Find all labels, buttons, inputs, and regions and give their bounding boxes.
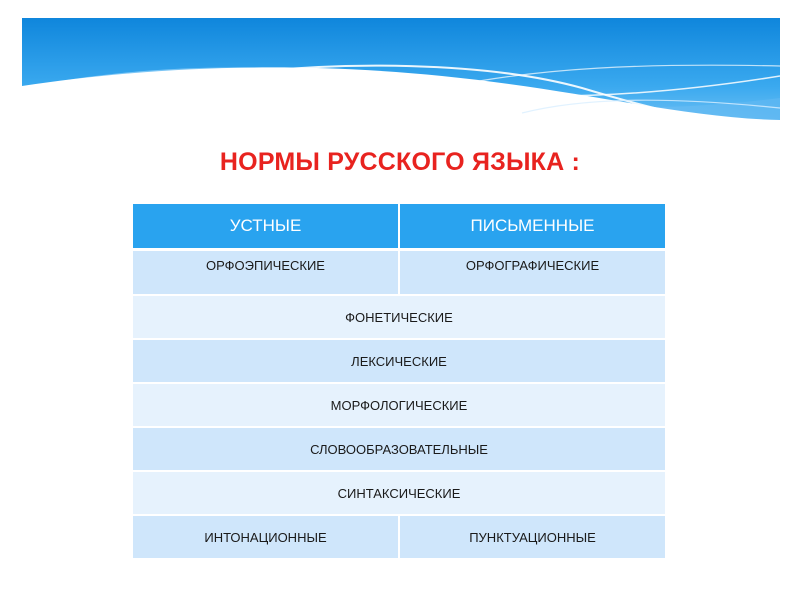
slide-title: НОРМЫ РУССКОГО ЯЗЫКА : <box>219 148 581 176</box>
cell-orthographic: ОРФОГРАФИЧЕСКИЕ <box>399 250 665 296</box>
norms-table <box>133 204 665 560</box>
table-row <box>133 339 665 383</box>
cell-intonational: ИНТОНАЦИОННЫЕ <box>133 515 399 559</box>
table-row <box>133 250 665 296</box>
cell-word-formation: СЛОВООБРАЗОВАТЕЛЬНЫЕ <box>133 427 665 471</box>
table-row <box>133 427 665 471</box>
header-oral: УСТНЫЕ <box>133 204 399 250</box>
table-header-row <box>133 204 665 250</box>
table-row <box>133 383 665 427</box>
cell-orthoepic: ОРФОЭПИЧЕСКИЕ <box>133 250 399 296</box>
cell-syntactic: СИНТАКСИЧЕСКИЕ <box>133 471 665 515</box>
table-row <box>133 295 665 339</box>
header-written: ПИСЬМЕННЫЕ <box>399 204 665 250</box>
cell-morphological: МОРФОЛОГИЧЕСКИЕ <box>133 383 665 427</box>
cell-phonetic: ФОНЕТИЧЕСКИЕ <box>133 295 665 339</box>
header-wave-banner <box>22 18 780 132</box>
cell-lexical: ЛЕКСИЧЕСКИЕ <box>133 339 665 383</box>
table-row <box>133 471 665 515</box>
table-row <box>133 515 665 559</box>
cell-punctuational: ПУНКТУАЦИОННЫЕ <box>399 515 665 559</box>
